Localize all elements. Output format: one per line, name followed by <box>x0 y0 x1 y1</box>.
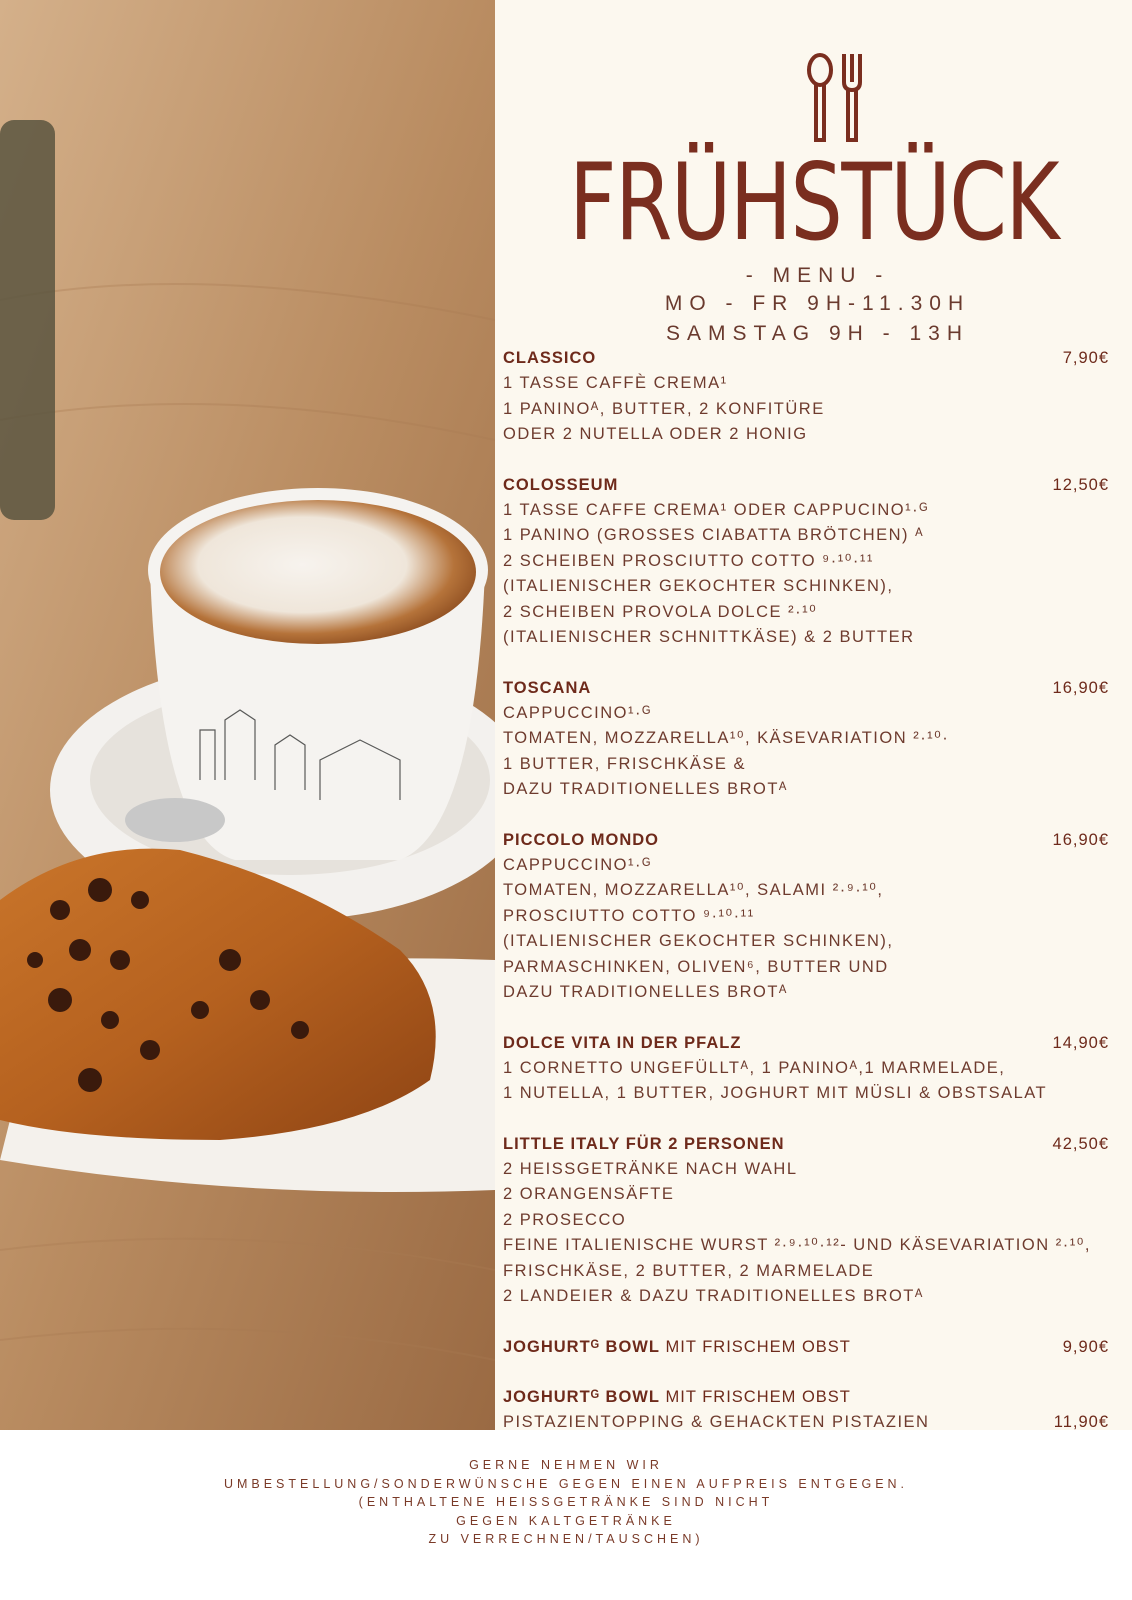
breakfast-photo <box>0 0 495 1430</box>
item-price: 12,50€ <box>1052 475 1109 494</box>
item-line: 2 ORANGENSÄFTE <box>503 1185 675 1203</box>
footer-line: ZU VERRECHNEN/TAUSCHEN) <box>428 1532 704 1546</box>
item-line: TOMATEN, MOZZARELLA¹⁰, SALAMI ²·⁹·¹⁰, <box>503 881 884 899</box>
item-name: COLOSSEUM <box>503 475 619 494</box>
menu-item <box>503 1031 1109 1107</box>
item-line: (ITALIENISCHER GEKOCHTER SCHINKEN), <box>503 932 894 950</box>
item-price: 11,90€ <box>1053 1413 1109 1431</box>
item-line: DAZU TRADITIONELLES BROTᴬ <box>503 983 788 1001</box>
item-line: PARMASCHINKEN, OLIVEN⁶, BUTTER UND <box>503 957 889 976</box>
item-line: 1 PANINO (GROSSES CIABATTA BRÖTCHEN) ᴬ <box>503 526 925 544</box>
cutlery-icon <box>806 52 866 149</box>
item-price: 42,50€ <box>1052 1134 1109 1153</box>
item-line: (ITALIENISCHER GEKOCHTER SCHINKEN), <box>503 577 894 595</box>
item-line: 1 TASSE CAFFE CREMA¹ ODER CAPPUCINO¹·ᴳ <box>503 500 929 519</box>
item-line: 1 TASSE CAFFÈ CREMA¹ <box>503 374 728 392</box>
item-line: PISTAZIENTOPPING & GEHACKTEN PISTAZIEN <box>503 1412 930 1431</box>
hours-saturday: SAMSTAG 9H - 13H <box>666 322 969 345</box>
menu-item-joghurt-bowl <box>503 1335 1109 1360</box>
item-line: 2 SCHEIBEN PROVOLA DOLCE ²·¹⁰ <box>503 602 818 621</box>
item-name: LITTLE ITALY FÜR 2 PERSONEN <box>503 1134 785 1153</box>
item-name: JOGHURTᴳ BOWL MIT FRISCHEM OBST <box>503 1337 851 1356</box>
item-line: 1 BUTTER, FRISCHKÄSE & <box>503 754 746 773</box>
item-line: DAZU TRADITIONELLES BROTᴬ <box>503 780 788 798</box>
item-price: 9,90€ <box>1062 1337 1109 1356</box>
item-price: 14,90€ <box>1052 1033 1109 1052</box>
menu-item <box>503 346 1109 448</box>
item-price: 16,90€ <box>1052 678 1109 697</box>
menu-item <box>503 473 1109 651</box>
item-line: 1 CORNETTO UNGEFÜLLTᴬ, 1 PANINOᴬ,1 MARMELADE, <box>503 1058 1006 1077</box>
footer-line: GEGEN KALTGETRÄNKE <box>456 1513 676 1528</box>
item-name: PICCOLO MONDO <box>503 830 659 849</box>
menu-subtitle: - MENU - <box>745 264 890 287</box>
menu-item <box>503 1132 1109 1310</box>
item-line: ODER 2 NUTELLA ODER 2 HONIG <box>503 425 808 443</box>
item-name: JOGHURTᴳ BOWL MIT FRISCHEM OBST <box>503 1387 851 1406</box>
menu-item-joghurt-bowl-pistazien <box>503 1385 1109 1436</box>
item-line: FEINE ITALIENISCHE WURST ²·⁹·¹⁰·¹²- UND KÄSEVARIATION ²·¹⁰, <box>503 1236 1091 1254</box>
coffee-croissant-illustration <box>0 0 495 1430</box>
menu-item <box>503 828 1109 1006</box>
page-title: FRÜHSTÜCK <box>568 141 1059 264</box>
item-line: 2 LANDEIER & DAZU TRADITIONELLES BROTᴬ <box>503 1287 924 1305</box>
item-line: 1 PANINOᴬ, BUTTER, 2 KONFITÜRE <box>503 399 825 418</box>
item-line: CAPPUCCINO¹·ᴳ <box>503 703 652 722</box>
item-line: 2 HEISSGETRÄNKE NACH WAHL <box>503 1159 798 1178</box>
item-name: CLASSICO <box>503 349 597 367</box>
item-line: CAPPUCCINO¹·ᴳ <box>503 855 652 874</box>
item-name: TOSCANA <box>503 678 592 697</box>
item-line: (ITALIENISCHER SCHNITTKÄSE) & 2 BUTTER <box>503 628 915 646</box>
footer-line: (ENTHALTENE HEISSGETRÄNKE SIND NICHT <box>358 1495 774 1509</box>
item-line: PROSCIUTTO COTTO ⁹·¹⁰·¹¹ <box>503 906 755 925</box>
footer-note <box>0 1456 1132 1549</box>
item-price: 16,90€ <box>1052 830 1109 849</box>
item-name: DOLCE VITA IN DER PFALZ <box>503 1033 742 1052</box>
item-line: FRISCHKÄSE, 2 BUTTER, 2 MARMELADE <box>503 1261 875 1280</box>
item-line: 2 SCHEIBEN PROSCIUTTO COTTO ⁹·¹⁰·¹¹ <box>503 551 874 570</box>
item-line: TOMATEN, MOZZARELLA¹⁰, KÄSEVARIATION ²·¹⁰· <box>503 729 950 747</box>
item-line: 2 PROSECCO <box>503 1210 627 1229</box>
hours-weekday: MO - FR 9H-11.30H <box>664 292 971 315</box>
menu-list <box>503 346 1109 1460</box>
item-price: 7,90€ <box>1062 349 1109 367</box>
footer-line: GERNE NEHMEN WIR <box>469 1458 663 1472</box>
item-line: 1 NUTELLA, 1 BUTTER, JOGHURT MIT MÜSLI & OBSTSALAT <box>503 1084 1048 1102</box>
footer-line: UMBESTELLUNG/SONDERWÜNSCHE GEGEN EINEN AUFPREIS ENTGEGEN. <box>223 1476 909 1491</box>
menu-item <box>503 676 1109 803</box>
